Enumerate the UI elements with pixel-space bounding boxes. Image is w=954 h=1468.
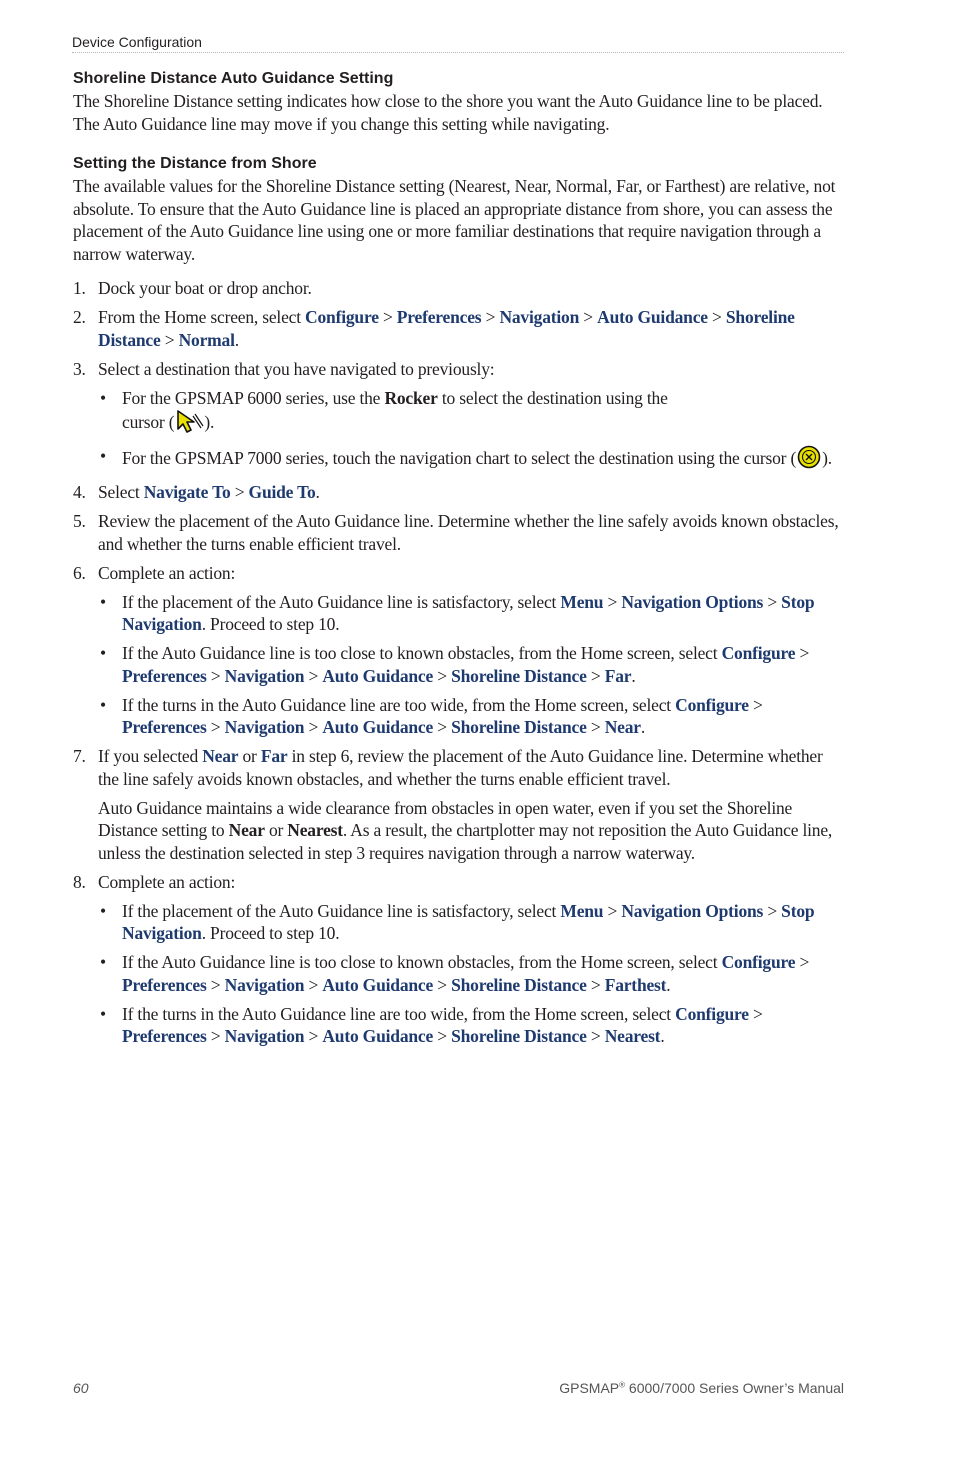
registered-mark: ® [619, 1380, 626, 1390]
step-7 [73, 745, 845, 864]
option-text: If the Auto Guidance line is too close to known obstacles, from the Home screen, select [122, 952, 722, 972]
ui-shoreline-distance: Shoreline Distance [451, 974, 587, 995]
ui-shoreline: Shoreline [725, 307, 795, 327]
step-text: Dock your boat or drop anchor. [98, 278, 312, 298]
option-text: For the GPSMAP 6000 series, use the [122, 387, 385, 408]
step-text: From the Home screen, select [98, 307, 306, 327]
path-separator: > [707, 307, 726, 327]
step-number: 6. [73, 562, 86, 583]
path-separator: > [206, 1026, 225, 1046]
ui-farthest: Farthest [604, 974, 667, 995]
page-content [73, 68, 845, 1054]
option-text: For the GPSMAP 7000 series, touch the navigation chart to select the destination using the cursor ( [122, 447, 797, 468]
ui-configure: Configure [675, 1003, 749, 1024]
sub-option-too-close [98, 642, 845, 687]
path-separator: > [795, 952, 810, 972]
note-text: . As a result, the chartplotter may not reposition the Auto Guidance line, unless the destination selected in step 3 requires navigation through a narrow waterway. [98, 820, 833, 863]
bullet: • [100, 1003, 106, 1024]
ui-stop-navigation: Stop Navigation [122, 900, 815, 943]
ui-preferences: Preferences [122, 974, 207, 995]
step-number: 3. [73, 358, 86, 379]
step-number: 8. [73, 871, 86, 892]
ui-far: Far [260, 746, 288, 766]
sub-options [98, 387, 845, 475]
ui-configure: Configure [305, 307, 379, 327]
ui-navigation: Navigation [224, 665, 305, 686]
path-separator: > [304, 665, 323, 686]
page-number: 60 [73, 1380, 89, 1396]
ui-menu: Menu [560, 900, 604, 921]
ui-stop-navigation: Stop Navigation [122, 591, 815, 634]
ui-configure: Configure [721, 952, 796, 972]
step-5 [73, 510, 845, 555]
note-near: Near [228, 820, 265, 840]
ui-shoreline-distance: Shoreline Distance [451, 665, 587, 686]
ui-auto-guidance: Auto Guidance [322, 665, 434, 686]
section-body-shoreline-distance: The Shoreline Distance setting indicates how close to the shore you want the Auto Guidance line to be placed. The Auto Guidance line may move if you change this setting while navigating. [73, 91, 823, 134]
path-separator: > [378, 307, 397, 327]
ui-auto-guidance: Auto Guidance [322, 1026, 434, 1046]
ui-preferences: Preferences [122, 1026, 207, 1046]
option-text: cursor ( [122, 411, 175, 432]
sub-option-too-wide [98, 694, 845, 739]
section-body-distance-from-shore: The available values for the Shoreline Distance setting (Nearest, Near, Normal, Far, or Farthest) are relative, not absolute. To ensure that the Auto Guidance line is placed an appropriate distance from shore, you can assess the placement of the Auto Guidance line using one or more familiar destinations that require navigation through a narrow waterway. [73, 176, 836, 264]
path-separator: > [433, 717, 452, 737]
ui-configure: Configure [721, 643, 796, 663]
path-separator: > [603, 900, 622, 921]
path-separator: > [586, 665, 605, 686]
ui-menu: Menu [560, 591, 604, 612]
round-cursor-icon [796, 445, 822, 475]
path-separator: > [603, 591, 622, 612]
period: . [640, 717, 646, 737]
sub-option-satisfactory [98, 591, 845, 636]
path-separator: > [433, 1026, 452, 1046]
bullet: • [100, 900, 106, 921]
option-text: ). [822, 447, 832, 468]
bullet: • [100, 387, 106, 408]
ui-distance: Distance [98, 329, 161, 350]
step-1 [73, 277, 845, 300]
ui-navigation-options: Navigation Options [621, 900, 764, 921]
period: . [234, 329, 239, 350]
arrow-cursor-icon [174, 409, 204, 439]
sub-option-6000 [98, 387, 845, 439]
path-separator: > [230, 482, 249, 502]
ui-navigate-to: Navigate To [143, 482, 231, 502]
bullet: • [100, 952, 106, 972]
ui-auto-guidance: Auto Guidance [322, 974, 434, 995]
step-text: Complete an action: [98, 871, 236, 892]
sub-option-satisfactory [98, 900, 845, 945]
step-number: 7. [73, 746, 86, 766]
bullet: • [100, 694, 106, 715]
option-text: . Proceed to step 10. [201, 614, 340, 634]
step-note [98, 797, 845, 865]
ui-near: Near [202, 746, 239, 766]
path-separator: > [795, 643, 810, 663]
ui-preferences: Preferences [122, 717, 207, 737]
path-separator: > [206, 974, 225, 995]
path-separator: > [586, 974, 605, 995]
section-heading-shoreline-distance: Shoreline Distance Auto Guidance Setting [73, 70, 394, 87]
path-separator: > [433, 665, 452, 686]
step-2 [73, 306, 845, 351]
period: . [631, 665, 636, 686]
manual-title-brand: GPSMAP [559, 1380, 620, 1396]
step-text: in step 6, review the placement of the Auto Guidance line. Determine whether the line safely avoids known obstacles, and whether the turns enable efficient travel. [98, 746, 823, 789]
path-separator: > [304, 1026, 323, 1046]
step-6 [73, 562, 845, 739]
procedure-steps [73, 277, 845, 1048]
step-text: If you selected [98, 746, 203, 766]
ui-near: Near [604, 717, 641, 737]
path-separator: > [206, 665, 225, 686]
ui-shoreline-distance: Shoreline Distance [451, 1026, 587, 1046]
option-text: If the placement of the Auto Guidance line is satisfactory, select [122, 900, 561, 921]
sub-option-too-wide [98, 1003, 845, 1048]
option-text: If the turns in the Auto Guidance line are too wide, from the Home screen, select [122, 1003, 676, 1024]
path-separator: > [579, 307, 598, 327]
ui-navigation: Navigation [224, 1026, 305, 1046]
option-text: to select the destination using the [437, 387, 668, 408]
path-separator: > [304, 974, 323, 995]
sub-option-7000 [98, 445, 845, 475]
path-separator: > [748, 1003, 763, 1024]
step-number: 2. [73, 307, 86, 327]
step-8 [73, 871, 845, 1048]
sub-options [98, 900, 845, 1048]
path-separator: > [763, 591, 782, 612]
step-text: Review the placement of the Auto Guidance line. Determine whether the line safely avoids known obstacles, and whether the turns enable efficient travel. [98, 511, 839, 554]
ui-normal: Normal [178, 329, 235, 350]
bullet: • [100, 446, 106, 466]
path-separator: > [160, 329, 179, 350]
ui-nearest: Nearest [604, 1026, 661, 1046]
note-text: or [264, 820, 288, 840]
ui-navigation: Navigation [224, 974, 305, 995]
ui-shoreline-distance: Shoreline Distance [451, 717, 587, 737]
running-header: Device Configuration [72, 34, 844, 53]
path-separator: > [586, 1026, 605, 1046]
path-separator: > [586, 717, 605, 737]
ui-navigation-options: Navigation Options [621, 591, 764, 612]
step-text: Complete an action: [98, 562, 236, 583]
step-4 [73, 481, 845, 504]
manual-title-rest: 6000/7000 Series Owner’s Manual [625, 1380, 844, 1396]
step-number: 4. [73, 482, 86, 502]
ui-navigation: Navigation [499, 307, 580, 327]
ui-auto-guidance: Auto Guidance [597, 307, 708, 327]
step-number: 1. [73, 278, 86, 298]
sub-option-too-close [98, 951, 845, 996]
option-text: If the turns in the Auto Guidance line are too wide, from the Home screen, select [122, 694, 676, 715]
period: . [315, 482, 320, 502]
path-separator: > [304, 717, 323, 737]
rocker-label: Rocker [384, 387, 438, 408]
step-text: Select a destination that you have navigated to previously: [98, 358, 495, 379]
path-separator: > [763, 900, 782, 921]
manual-title [559, 1380, 844, 1396]
note-nearest: Nearest [287, 820, 343, 840]
section-heading-distance-from-shore: Setting the Distance from Shore [73, 155, 317, 172]
ui-auto-guidance: Auto Guidance [322, 717, 434, 737]
ui-far: Far [604, 665, 632, 686]
step-text: Select [98, 482, 144, 502]
step-number: 5. [73, 511, 86, 531]
period: . [666, 974, 671, 995]
sub-options [98, 591, 845, 739]
path-separator: > [433, 974, 452, 995]
bullet: • [100, 591, 106, 612]
path-separator: > [748, 694, 763, 715]
ui-preferences: Preferences [396, 307, 482, 327]
ui-preferences: Preferences [122, 665, 207, 686]
ui-guide-to: Guide To [248, 482, 316, 502]
note-text: Auto Guidance maintains a wide clearance from obstacles in open water, even if you set the Shoreline Distance setting to [98, 797, 793, 840]
bullet: • [100, 643, 106, 663]
period: . [660, 1026, 665, 1046]
option-text: If the placement of the Auto Guidance line is satisfactory, select [122, 591, 561, 612]
ui-configure: Configure [675, 694, 749, 715]
step-text: or [238, 746, 261, 766]
option-text: . Proceed to step 10. [201, 923, 340, 943]
option-text: If the Auto Guidance line is too close to known obstacles, from the Home screen, select [122, 643, 722, 663]
path-separator: > [481, 307, 500, 327]
path-separator: > [206, 717, 225, 737]
option-text: ). [204, 411, 215, 432]
ui-navigation: Navigation [224, 717, 305, 737]
step-3 [73, 358, 845, 475]
